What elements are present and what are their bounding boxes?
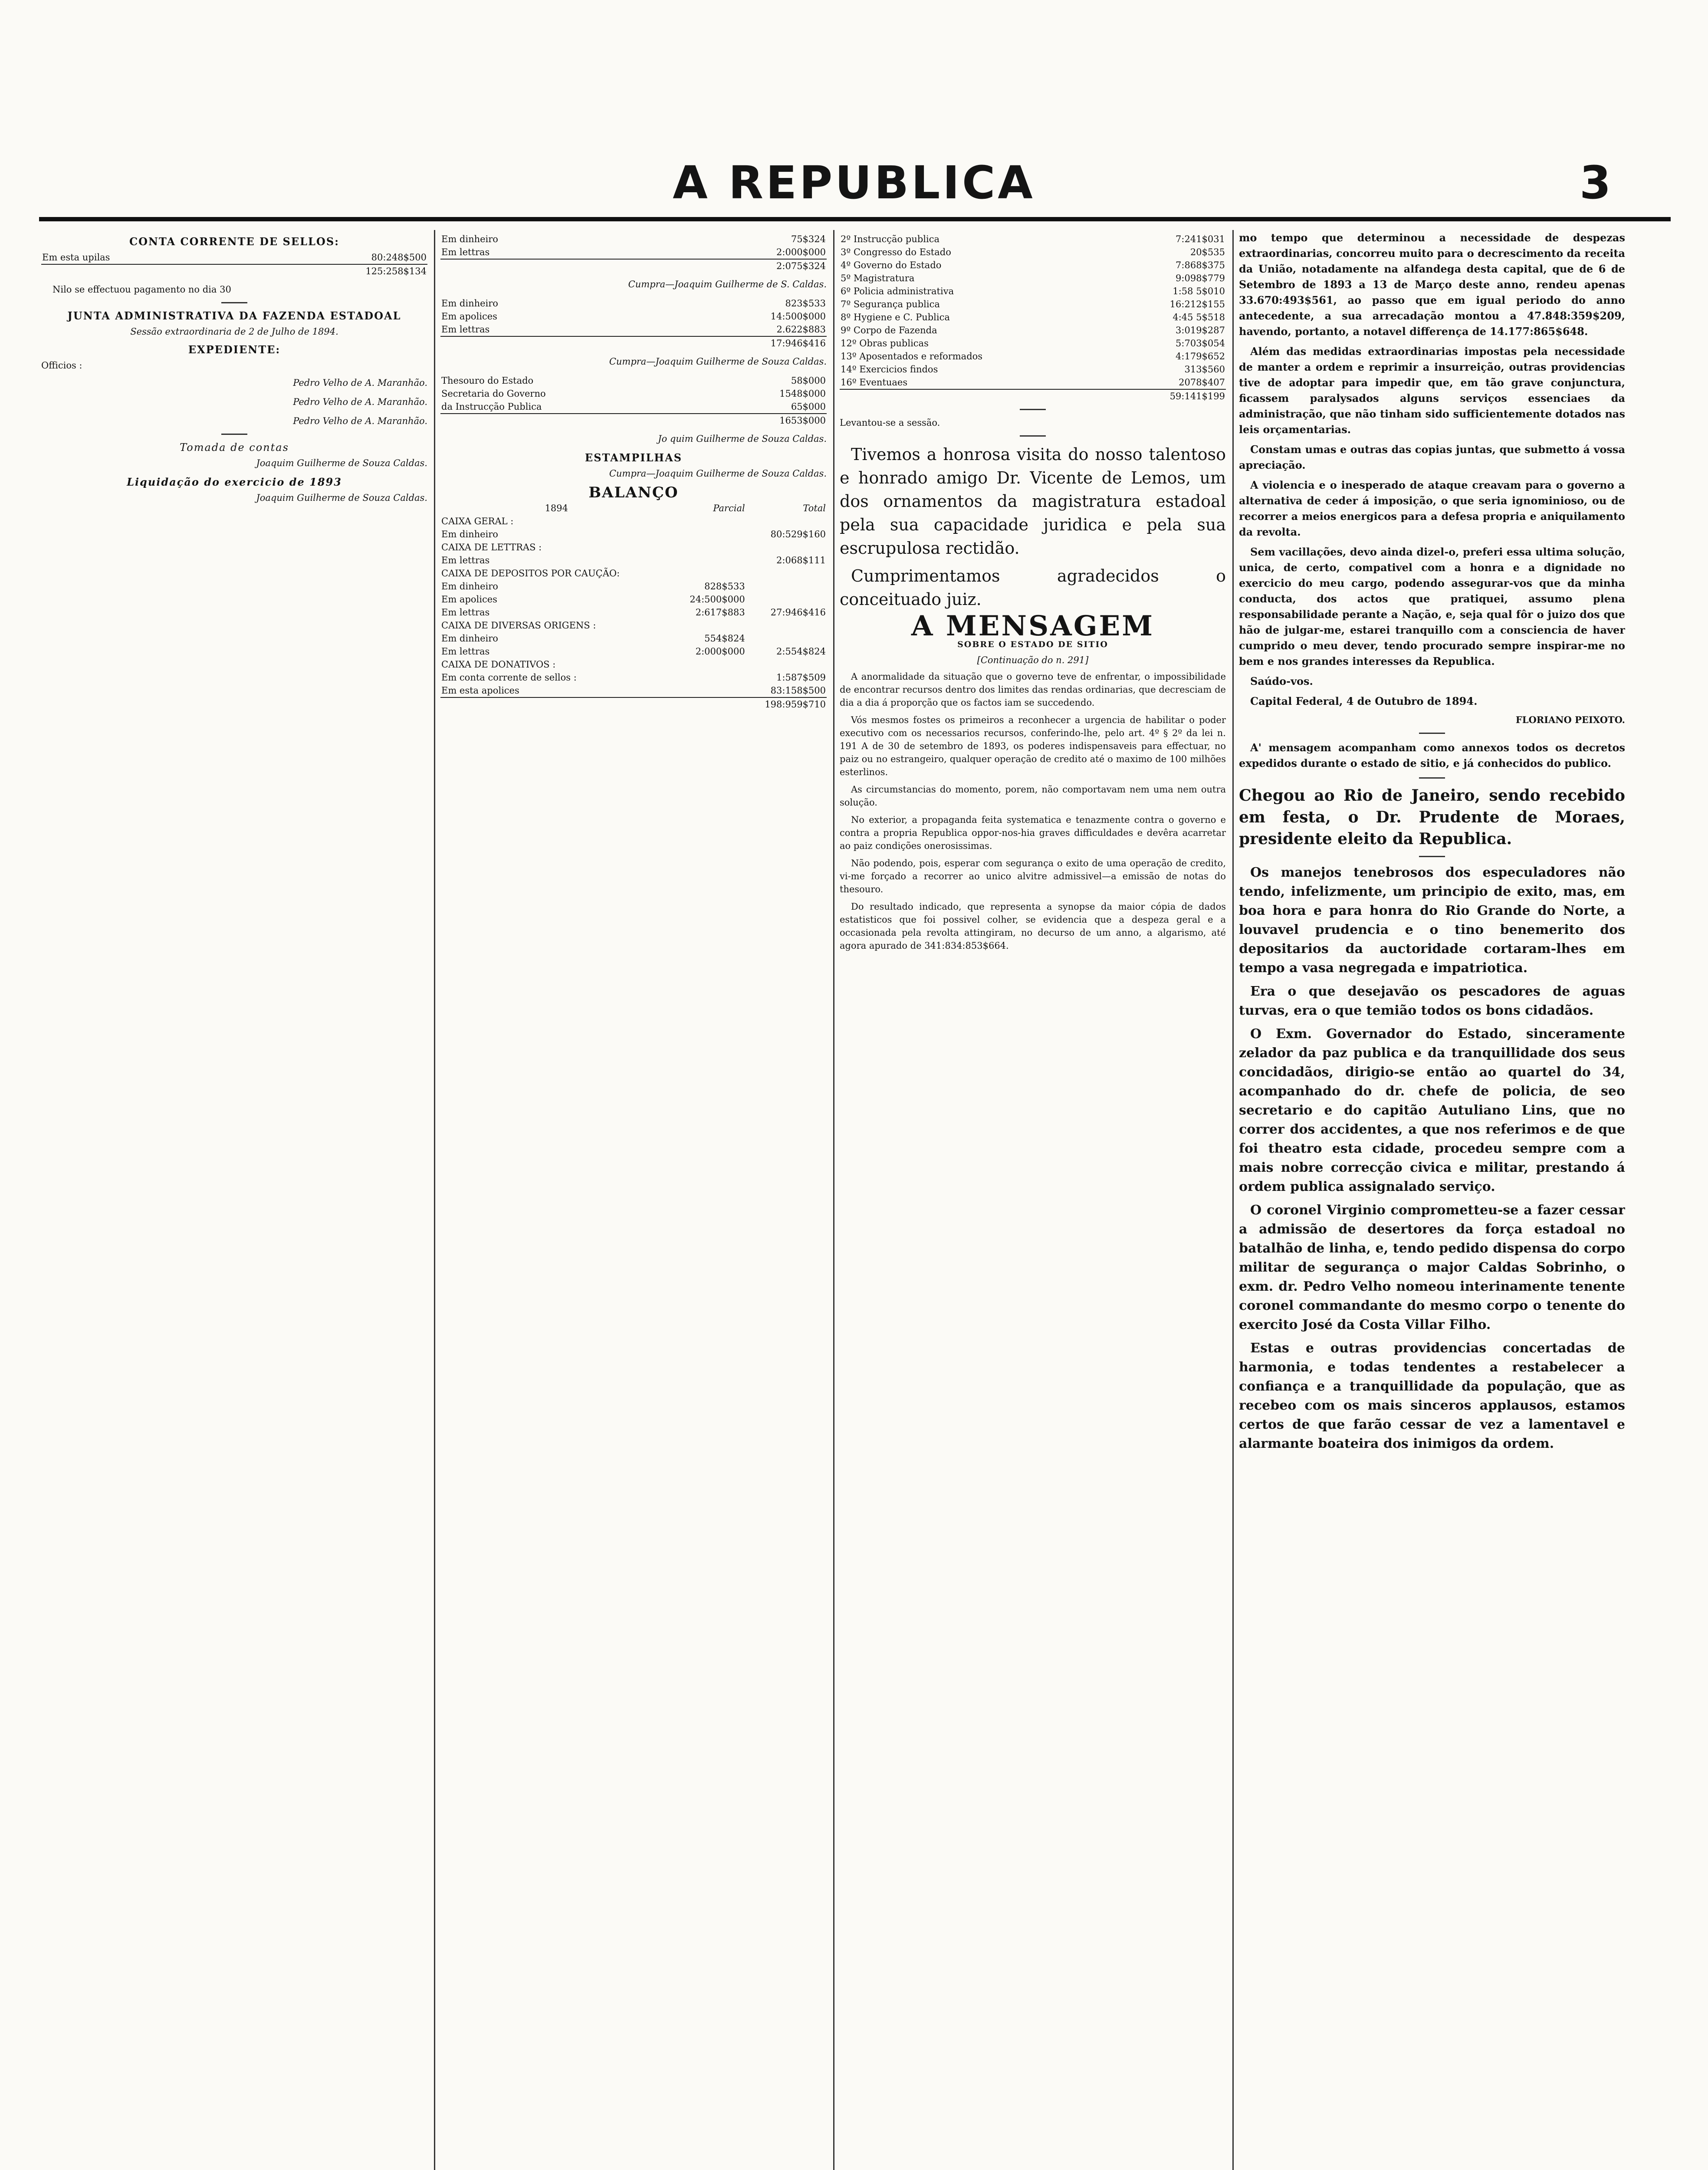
table-row — [440, 658, 827, 671]
table-cell — [673, 541, 746, 554]
table-cell — [746, 593, 827, 606]
table-row — [440, 515, 827, 528]
mensagem-headline: A MENSAGEM — [911, 610, 1155, 642]
column-4 — [1239, 230, 1625, 2170]
signature-floriano: FLORIANO PEIXOTO. — [1515, 714, 1625, 725]
table-cell: CAIXA DE DEPOSITOS POR CAUÇÃO: — [441, 568, 620, 579]
table-cell: 27:946$416 — [770, 607, 826, 618]
paragraph: Do resultado indicado, que representa a synopse da maior cópia de dados estatisticos que foi possivel colher, se evidencia que a despeza geral e a occasionada pela revolta attingiram, no decurso de um anno, a algarismo, até agora apurado de 341:834:853$664. — [840, 901, 1226, 951]
table-cell: CAIXA DE DIVERSAS ORIGENS : — [441, 620, 596, 631]
expense-list — [840, 233, 1226, 403]
table-row: Em apolices 14:500$000 — [441, 311, 826, 322]
table-cell: 2º Instrucção publica — [841, 234, 939, 244]
table-row — [440, 697, 827, 711]
column-divider — [833, 230, 834, 2170]
table-cell: Em lettras — [441, 646, 490, 657]
table-cell: 4º Governo do Estado — [841, 260, 942, 270]
table-cell — [673, 528, 746, 541]
separator — [221, 434, 247, 435]
paragraph: Além das medidas extraordinarias impostas pela necessidade de manter a ordem e reprimir a insurreição, outras providencias tive de adoptar para impedir que, em tão grave conjunctura, ficassem paralysados alguns serviços essenciaes da administração, que não tinham sido sufficientemente dotados nas leis orçamentarias. — [1239, 345, 1625, 436]
table-cell — [673, 554, 746, 567]
table-row: Em dinheiro 75$324 — [441, 234, 826, 244]
table-cell: 59:141$199 — [1169, 391, 1225, 401]
paragraph: O coronel Virginio comprometteu-se a fazer cessar a admissão de desertores da força estadoal no batalhão de linha, e, tendo pedido dispensa do corpo militar de segurança o major Caldas Sobrinho, o exm. dr. Pedro Velho nomeou interinamente tenente coronel commandante do mesmo corpo o tenente do exercito José da Costa Villar Filho. — [1239, 1203, 1625, 1332]
visita-text: Tivemos a honrosa visita do nosso talentoso e honrado amigo Dr. Vicente de Lemos, um dos ornamentos da magistratura estadoal pela sua capacidade juridica e pela sua escrupulosa rectidão. — [840, 445, 1226, 558]
table-header: 1894 Parcial Total — [545, 503, 826, 513]
balanco-title: BALANÇO — [588, 484, 679, 501]
expediente-title: EXPEDIENTE: — [188, 343, 281, 356]
junta-title: JUNTA ADMINISTRATIVA DA FAZENDA ESTADOAL — [67, 309, 401, 322]
table-cell — [746, 567, 827, 580]
table-row: da Instrucção Publica 65$000 — [441, 401, 826, 412]
table-row — [440, 606, 827, 619]
paragraph: A anormalidade da situação que o governo teve de enfrentar, o impossibilidade de encontrar recursos dentro dos limites das rendas ordinarias, que decresciam de dia a dia á proporção que os factos iam se succedendo. — [840, 671, 1226, 708]
signature: Jo quim Guilherme de Souza Caldas. — [658, 434, 827, 444]
signature: Joaquim Guilherme de Souza Caldas. — [256, 493, 427, 503]
separator — [1419, 733, 1445, 734]
table-cell: 2:000$000 — [695, 646, 745, 657]
table-cell: Em apolices — [441, 594, 497, 605]
table-cell — [673, 658, 746, 671]
paragraph: mo tempo que determinou a necessidade de despezas extraordinarias, concorreu muito para o decrescimento da receita da União, notadamente na alfandega desta capital, que de 6 de Setembro de 1893 a 13 de Março deste anno, rendeu apenas 33.670:493$561, ao passo que em igual periodo do anno antecedente, a sua arrecadação montou a 47.848:359$209, havendo, portanto, a notavel differença de 14.177:865$648. — [1239, 231, 1625, 338]
table-cell: 12º Obras publicas — [841, 338, 929, 349]
table-row — [440, 619, 827, 632]
table-cell: 2078$407 — [1179, 377, 1225, 388]
paragraph: A' mensagem acompanham como annexos todos os decretos expedidos durante o estado de sitio, e já conhecidos do publico. — [1239, 741, 1625, 769]
table-row: Em lettras 2.622$883 — [441, 324, 826, 335]
signature: Pedro Velho de A. Maranhão. — [293, 397, 427, 407]
table-row — [840, 259, 1226, 272]
table-cell: 554$824 — [704, 633, 745, 644]
table-cell: 6º Policia administrativa — [841, 286, 954, 296]
table-cell: Em dinheiro — [441, 581, 498, 592]
table-row — [840, 298, 1226, 311]
table-cell: 8º Hygiene e C. Publica — [841, 312, 950, 322]
table-row — [440, 632, 827, 645]
separator — [221, 302, 247, 303]
visita-text-2: Cumprimentamos agradecidos o conceituado juiz. — [840, 566, 1226, 609]
table-cell: 16º Eventuaes — [841, 377, 908, 388]
table-row — [440, 580, 827, 593]
table-cell — [673, 684, 746, 697]
paragraph: Os manejos tenebrosos dos especuladores não tendo, infelizmente, um principio de exito, mas, em boa hora e para honra do Rio Grande do Norte, a louvavel prudencia e o tino benemerito dos depositarios da auctoridade cortaram-lhes em tempo a vasa negregada e impatriotica. — [1239, 865, 1625, 976]
masthead-rule — [39, 217, 1671, 221]
table-row: Em dinheiro 823$533 — [441, 298, 826, 309]
table-cell — [840, 389, 1116, 403]
separator — [1020, 409, 1046, 410]
table-cell: 13º Aposentados e reformados — [841, 351, 983, 362]
levantou-text: Levantou-se a sessão. — [840, 418, 940, 428]
table-cell: 7:241$031 — [1176, 234, 1225, 244]
paragraph: A violencia e o inesperado de ataque creavam para o governo a alternativa de ceder á imposição, o que seria ignominioso, ou de recorrer a meios energicos para a defesa propria e aniquilamento da revolta. — [1239, 479, 1625, 538]
page-number: 3 — [1580, 156, 1611, 209]
table-row — [440, 671, 827, 684]
table-cell — [673, 619, 746, 632]
liquidacao-title: Liquidação do exercicio de 1893 — [127, 476, 342, 488]
table-row: 2:075$324 — [440, 259, 827, 273]
table-cell — [746, 619, 827, 632]
table-cell: CAIXA DE LETTRAS : — [441, 542, 542, 552]
table-cell — [746, 658, 827, 671]
table-cell: 1:58 5$010 — [1173, 286, 1225, 296]
table-cell: 83:158$500 — [770, 685, 826, 696]
signature: Pedro Velho de A. Maranhão. — [293, 416, 427, 426]
table-cell — [746, 515, 827, 528]
table-row — [840, 272, 1226, 285]
table-cell: 7º Segurança publica — [841, 299, 940, 309]
table-row — [840, 350, 1226, 363]
table-row — [440, 554, 827, 567]
table-cell — [746, 632, 827, 645]
table-cell: 2:617$883 — [695, 607, 745, 618]
table-row — [840, 324, 1226, 337]
signature: Joaquim Guilherme de Souza Caldas. — [256, 458, 427, 468]
signature: Cumpra—Joaquim Guilherme de Souza Caldas. — [609, 356, 827, 367]
table-cell: 198:959$710 — [765, 699, 826, 710]
table-cell: 80:529$160 — [770, 529, 826, 539]
table-cell — [673, 671, 746, 684]
table-row: 17:946$416 — [440, 336, 827, 350]
emdinheiro-table — [440, 233, 827, 273]
paragraph: As circumstancias do momento, porem, não comportavam nem uma nem outra solução. — [840, 784, 1226, 808]
table-row — [840, 337, 1226, 350]
paragraph: Era o que desejavão os pescadores de aguas turvas, era o que temião todos os bons cidadãos. — [1239, 984, 1625, 1018]
signature: Cumpra—Joaquim Guilherme de Souza Caldas. — [609, 468, 827, 479]
table-row: Em esta upilas 80:248$500 — [42, 252, 427, 263]
masthead — [0, 148, 1708, 217]
separator — [1419, 777, 1445, 779]
table-cell — [746, 541, 827, 554]
mensagem-continuation: [Continuação do n. 291] — [977, 655, 1089, 665]
separator — [1020, 435, 1046, 437]
table-cell — [673, 567, 746, 580]
table-row: Thesouro do Estado 58$000 — [441, 375, 826, 386]
table-cell: 313$560 — [1184, 364, 1225, 375]
table-row — [840, 246, 1226, 259]
thesouro-table — [440, 374, 827, 427]
table-cell: Em esta apolices — [441, 685, 519, 696]
table-cell: 24:500$000 — [690, 594, 745, 605]
table-cell: Em lettras — [441, 555, 490, 566]
table-cell: 4:179$652 — [1176, 351, 1225, 362]
table-cell: CAIXA GERAL : — [441, 516, 514, 526]
signature: Pedro Velho de A. Maranhão. — [293, 378, 427, 388]
table-row — [840, 311, 1226, 324]
table-row: Secretaria do Governo 1548$000 — [441, 388, 826, 399]
table-cell: 16:212$155 — [1169, 299, 1225, 309]
paragraph: Constam umas e outras das copias juntas, que submetto á vossa apreciação. — [1239, 443, 1625, 471]
dateline: Capital Federal, 4 de Outubro de 1894. — [1250, 695, 1478, 707]
paragraph: No exterior, a propaganda feita systematica e tenazmente contra o governo e contra a propria Republica oppor-nos-hia graves difficuldades e devêra acarretar ao paiz condições onerosissimas. — [840, 815, 1226, 851]
dinheiro-table — [440, 297, 827, 350]
table-row — [440, 541, 827, 554]
nilo-text: Nilo se effectuou pagamento no dia 30 — [53, 284, 231, 295]
table-cell: 5:703$054 — [1176, 338, 1225, 349]
table-cell: 4:45 5$518 — [1173, 312, 1225, 322]
paragraph: Estas e outras providencias concertadas de harmonia, e todas tendentes a restabelecer a confiança e a tranquillidade da população, que as recebeo com os mais sinceros applausos, estamos certos de que farão cessar de vez a lamentavel e alarmante boateira dos inimigos da ordem. — [1239, 1341, 1625, 1451]
table-cell: 828$533 — [704, 581, 745, 592]
table-cell: 2:068$111 — [776, 555, 826, 566]
table-cell: 20$535 — [1190, 247, 1225, 257]
table-cell — [673, 697, 746, 711]
table-row: Em lettras 2:000$000 — [441, 247, 826, 257]
paragraph: Não podendo, pois, esperar com segurança o exito de uma operação de credito, vi-me forçado a recorrer ao unico alvitre admissivel—a emissão de notas do thesouro. — [840, 858, 1226, 894]
signature: Cumpra—Joaquim Guilherme de S. Caldas. — [628, 279, 827, 289]
tomada-title: Tomada de contas — [180, 441, 289, 454]
column-divider — [1232, 230, 1234, 2170]
table-row: 125:258$134 — [41, 264, 427, 278]
column-1 — [41, 230, 427, 2170]
table-cell: 9:098$779 — [1176, 273, 1225, 283]
sessao-subtitle: Sessão extraordinaria de 2 de Julho de 1894. — [130, 326, 338, 337]
table-cell: Em lettras — [441, 607, 490, 618]
table-cell: Em dinheiro — [441, 529, 498, 539]
paragraph: Sem vacillações, devo ainda dizel-o, preferi essa ultima solução, unica, de certo, compativel com a honra e a dignidade no exercicio do meu cargo, podendo assegurar-vos que da minha conducta, dos actos que pratiquei, assumo plena responsabilidade perante a Nação, e, seja qual fôr o juizo dos que hão de julgar-me, estarei tranquillo com a consciencia de haver cumprido o meu dever, tendo procurado sempre inspirar-me no bem e nos grandes interesses da Republica. — [1239, 546, 1625, 667]
table-cell: 2:554$824 — [776, 646, 826, 657]
column-2 — [440, 230, 827, 2170]
officios-label: Officios : — [41, 360, 82, 371]
table-cell: CAIXA DE DONATIVOS : — [441, 659, 556, 670]
table-row — [840, 376, 1226, 389]
table-cell: 5º Magistratura — [841, 273, 915, 283]
table-cell: Em conta corrente de sellos : — [441, 672, 577, 683]
paragraph: O Exm. Governador do Estado, sinceramente zelador da paz publica e da tranquillidade dos seus concidadãos, dirigio-se então ao quartel do 34, acompanhado do dr. chefe de policia, de seo secretario e do capitão Autuliano Lins, que no correr dos accidentes, a que nos referimos e de que foi theatro esta cidade, procedeu sempre com a mais nobre correcção civica e militar, prestando á ordem publica assignalado serviço. — [1239, 1026, 1625, 1194]
estampilhas-title: ESTAMPILHAS — [585, 451, 683, 464]
table-row — [440, 684, 827, 697]
table-row — [440, 567, 827, 580]
conta-table — [41, 251, 427, 278]
column-3 — [840, 230, 1226, 2170]
table-cell — [746, 580, 827, 593]
chegou-headline: Chegou ao Rio de Janeiro, sendo recebido em festa, o Dr. Prudente de Moraes, presidente eleito da Republica. — [1239, 786, 1625, 848]
table-row — [840, 363, 1226, 376]
table-cell: 3º Congresso do Estado — [841, 247, 951, 257]
table-cell: 3:019$287 — [1176, 325, 1225, 335]
table-cell: 9º Corpo de Fazenda — [841, 325, 937, 335]
table-cell: 14º Exercicios findos — [841, 364, 938, 375]
table-row: 1653$000 — [440, 414, 827, 427]
separator — [1419, 856, 1445, 857]
saudo-text: Saúdo-vos. — [1250, 675, 1313, 687]
paragraph: Vós mesmos fostes os primeiros a reconhecer a urgencia de habilitar o poder executivo com os necessarios recursos, conferindo-lhe, pelo art. 4º § 2º da lei n. 191 A de 30 de setembro de 1893, os poderes indispensaveis para effectuar, no paiz ou no estrangeiro, qualquer operação de credito até o maximo de 100 milhões esterlinos. — [840, 715, 1226, 777]
table-cell — [440, 697, 673, 711]
conta-title: CONTA CORRENTE DE SELLOS: — [129, 235, 340, 248]
table-cell: Em dinheiro — [441, 633, 498, 644]
mensagem-subtitle: SOBRE O ESTADO DE SITIO — [957, 640, 1108, 649]
table-cell: 7:868$375 — [1176, 260, 1225, 270]
table-row — [440, 593, 827, 606]
table-cell — [673, 515, 746, 528]
balanco-table — [440, 502, 827, 711]
table-row — [840, 389, 1226, 403]
table-cell: 1:587$509 — [776, 672, 826, 683]
table-row — [440, 645, 827, 658]
table-row — [840, 285, 1226, 298]
table-row — [840, 233, 1226, 246]
newspaper-title: A REPUBLICA — [673, 156, 1035, 209]
column-divider — [434, 230, 435, 2170]
table-row — [440, 528, 827, 541]
